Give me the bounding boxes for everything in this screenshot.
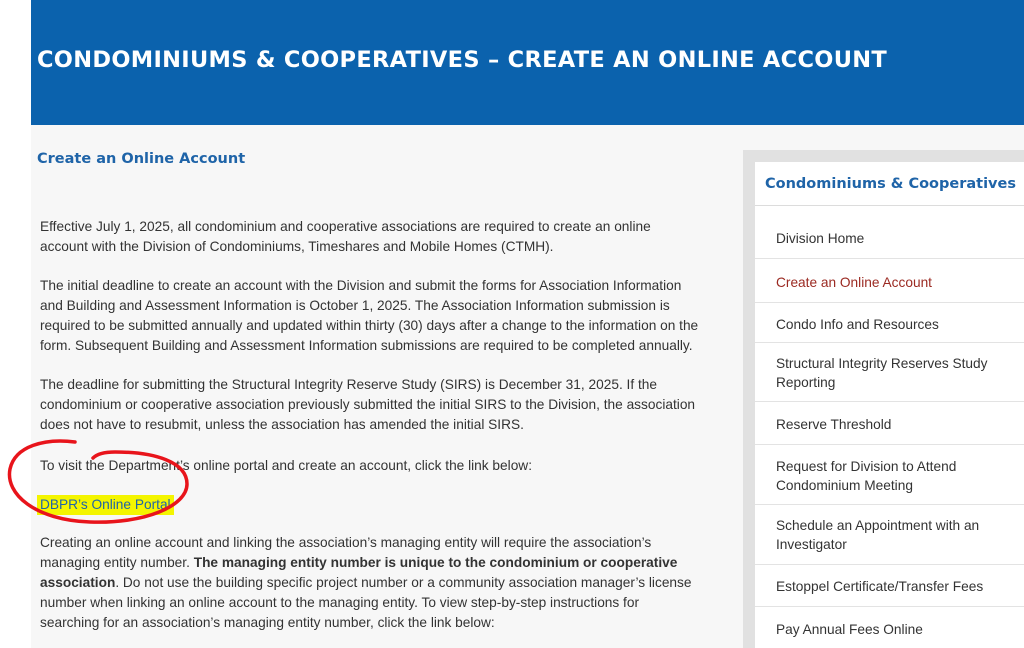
page-title: CONDOMINIUMS & COOPERATIVES – CREATE AN ONLINE ACCOUNT	[37, 47, 888, 73]
sidebar-link-division-home[interactable]: Division Home	[776, 231, 865, 246]
sidebar-link-reserve-threshold[interactable]: Reserve Threshold	[776, 417, 892, 432]
sidebar-title: Condominiums & Cooperatives	[765, 176, 1016, 192]
sidebar-item-reserve-threshold	[755, 402, 1024, 445]
sidebar-link-request-division-attend[interactable]: Request for Division to Attend Condominium Meeting	[776, 459, 957, 493]
managing-entity-intro: Creating an online account and linking the association’s managing entity will require the association’s managing entity number.	[40, 535, 652, 570]
sidebar-item-request-division-attend	[755, 445, 1024, 505]
sidebar-link-sirs-reporting[interactable]: Structural Integrity Reserves Study Reporting	[776, 356, 988, 390]
sidebar-item-create-account	[755, 259, 1024, 303]
sidebar-link-schedule-appointment[interactable]: Schedule an Appointment with an Investigator	[776, 518, 980, 552]
sidebar-link-create-account[interactable]: Create an Online Account	[776, 275, 932, 290]
sidebar	[755, 162, 1024, 648]
sidebar-item-pay-annual-fees	[755, 607, 1024, 648]
section-heading: Create an Online Account	[37, 151, 246, 167]
sidebar-link-condo-info[interactable]: Condo Info and Resources	[776, 317, 939, 332]
sidebar-link-estoppel-certificate[interactable]: Estoppel Certificate/Transfer Fees	[776, 579, 984, 594]
sirs-paragraph: The deadline for submitting the Structural Integrity Reserve Study (SIRS) is December 31, 2025. If the condominium or cooperative association previously submitted the initial SIRS to the Division, the association does not have to resubmit, unless the association has amended the initial SIRS.	[40, 377, 696, 432]
sidebar-item-sirs-reporting	[755, 343, 1024, 402]
sidebar-item-schedule-appointment	[755, 505, 1024, 565]
deadline-paragraph: The initial deadline to create an account with the Division and submit the forms for Association Information and Building and Assessment Information is October 1, 2025. The Association Information submission is required to be submitted annually and updated within thirty (30) days after a change to the information on the form. Subsequent Building and Assessment Information submissions are required to be completed annually.	[40, 278, 699, 353]
sidebar-item-estoppel-certificate	[755, 565, 1024, 607]
intro-paragraph: Effective July 1, 2025, all condominium and cooperative associations are required to create an online account with the Division of Condominiums, Timeshares and Mobile Homes (CTMH).	[40, 219, 651, 254]
page-banner	[31, 0, 1024, 125]
managing-entity-emphasis: The managing entity number is unique to the condominium or cooperative association	[40, 555, 678, 590]
sidebar-item-division-home	[755, 206, 1024, 259]
managing-entity-paragraph	[40, 533, 702, 633]
sidebar-link-pay-annual-fees[interactable]: Pay Annual Fees Online	[776, 622, 923, 637]
portal-instruction-paragraph: To visit the Department’s online portal and create an account, click the link below:	[40, 458, 532, 473]
managing-entity-rest: . Do not use the building specific project number or a community association manager’s license number when linking an online account to the managing entity. To view step-by-step instructions for searching for an association’s managing entity number, click the link below:	[40, 575, 692, 630]
sidebar-item-condo-info	[755, 303, 1024, 343]
online-portal-link[interactable]: DBPR’s Online Portal	[37, 495, 174, 515]
